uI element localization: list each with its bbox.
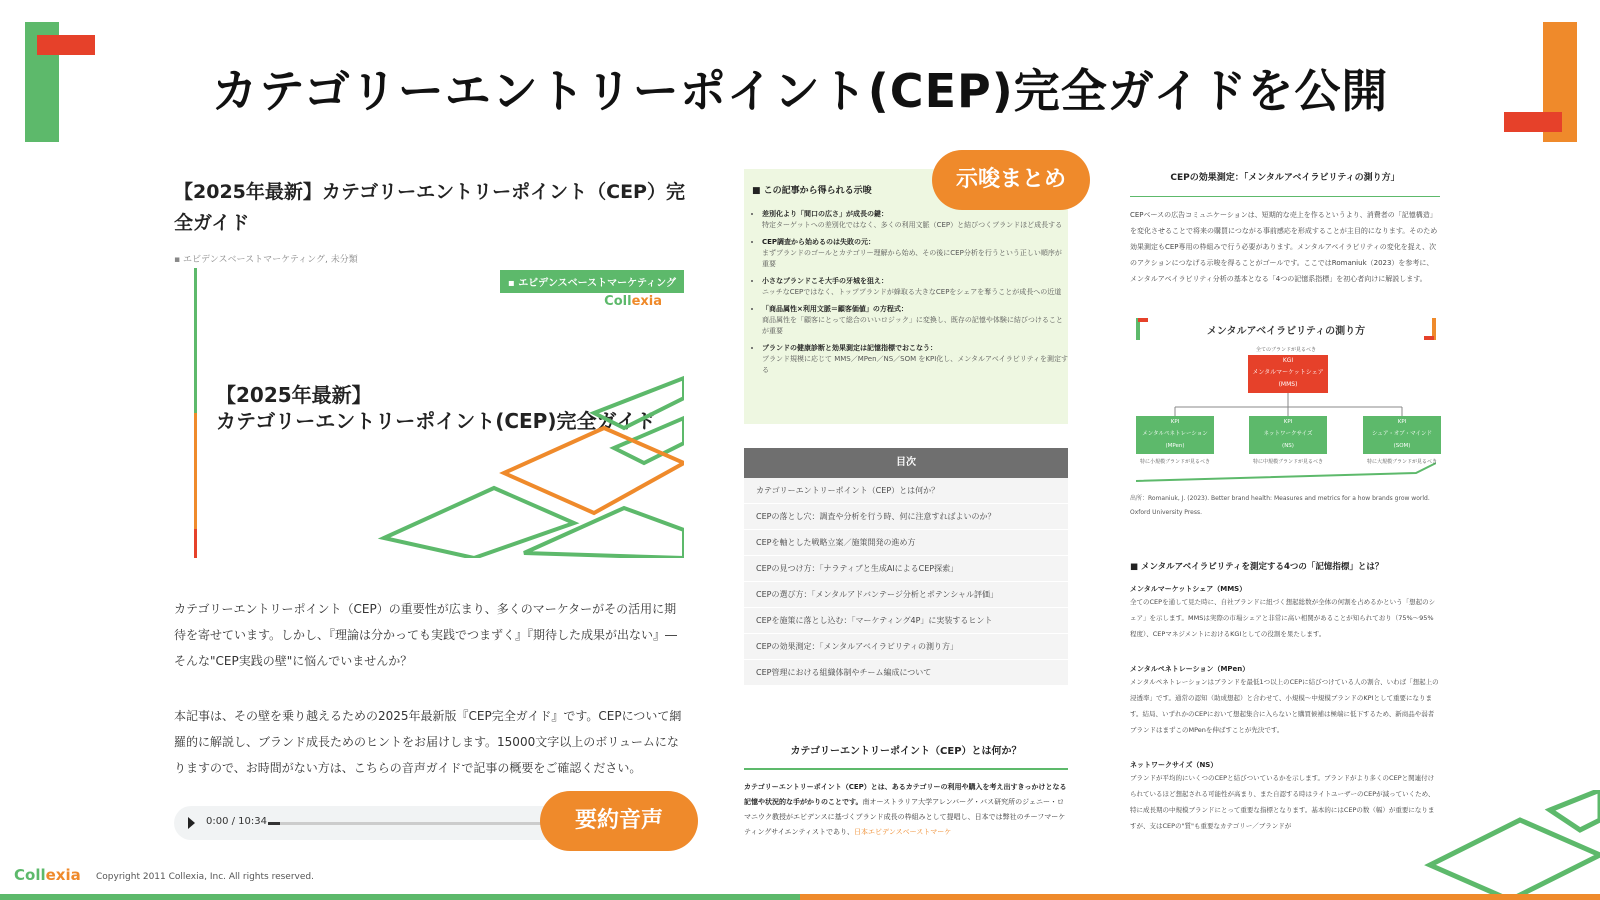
hero-parallelogram-graphic [174, 268, 684, 558]
insight-item [762, 276, 1068, 298]
metric-name: ネットワークサイズ（NS） [1130, 761, 1218, 769]
diagram-title: メンタルアベイラビリティの測り方 [1206, 326, 1366, 337]
right-section-title: CEPの効果測定：「メンタルアベイラビリティの測り方」 [1170, 173, 1400, 183]
play-icon[interactable] [188, 817, 195, 829]
right-intro-text: CEPベースの広告コミュニケーションは、短期的な売上を作るというより、消費者の「記憶構造」を変化させることで将来の購買につながる事前感応を形成することが主目的になります。そのため効果測定もCEP専用の枠組みで行う必要があります。メンタルアベイラビリティの変化を捉え、次のアクションにつなげる示唆を得ることがゴールです。ここではRomaniuk（2023）を参考に、メンタルアベイラビリティ分析の基本となる「4つの記憶系指標」を初心者向けに解説します。 [1130, 211, 1438, 283]
kpi-note-mpen: 特に小規模ブランドが見るべき [1139, 459, 1210, 465]
metric-name: メンタルマーケットシェア（MMS） [1130, 585, 1247, 593]
insight-title: • 差別化より「間口の広さ」が成長の鍵： [762, 210, 888, 218]
kpi-box-mpen: KPI メンタルペネトレーション (MPen) [1136, 416, 1214, 454]
insight-text: ニッチなCEPではなく、トップブランドが蜂取る大きなCEPをシェアを奪うことが成長への近道 [762, 288, 1062, 296]
corner-accent-left [37, 35, 95, 55]
insight-text: ブランド規模に応じて MMS／MPen／NS／SOM をKPI化し、メンタルアベイラビリティを測定する [762, 355, 1069, 374]
insight-item [762, 343, 1068, 376]
audio-time: 0:00 / 10:34 [206, 816, 268, 827]
metric-block-mms [1130, 584, 1440, 642]
article-title[interactable]: 【2025年最新】カテゴリーエントリーポイント（CEP）完全ガイド [174, 181, 685, 234]
metric-text: ブランドが平均的にいくつのCEPと結びついているかを示します。ブランドがより多くのCEPと関連付けられているほど想起される可能性が高まり、また自認する時はライトユーザーのCEPが減っていくため、特に成長期の中規模ブランドにとって重要な指標となります。基本的にはCEPの数（幅）が重要になりますが、支はCEPの"質"も重要なカテゴリー／ブランドが [1130, 774, 1435, 830]
metric-text: メンタルペネトレーションはブランドを最低1つ以上のCEPに結びつけている人の割合、いわば「想起上の浸透率」です。通常の認知（助成想起）と合わせて、小規模～中規模ブランドのKPIとして重要になります。結局、いずれかのCEPにおいて想起集合に入らないと購買候補は極端に低下するため、新商品や弱者ブランドはまずこのMPenを伸ばすことが先決です。 [1130, 678, 1439, 734]
insight-text: まずブランドのゴールとカテゴリー理解から始め、その後にCEP分析を行うという正しい順序が重要 [762, 249, 1062, 268]
kgi-caption: 全てのブランドが見るべき [1255, 347, 1316, 353]
insight-title: • 小さなブランドこそ大手の牙城を狙え： [762, 277, 888, 285]
insights-heading: ■ この記事から得られる示唆 [752, 186, 872, 196]
section-link[interactable]: 日本エビデンスベーストマーケ [853, 828, 952, 836]
metric-block-ns [1130, 760, 1440, 840]
toc-item[interactable]: CEP管理における組織体制やチーム編成について [744, 660, 1068, 686]
section-divider [744, 768, 1068, 770]
metric-text: 全てのCEPを通して見た時に、自社ブランドに紐づく想起総数が全体の何割を占めるかという「想起のシェア」を示します。MMSは実際の市場シェアと非常に高い相関があることが知られており（75%～95%程度）、CEPマネジメントにおけるKGIとしての役割を果たします。 [1130, 598, 1436, 638]
hero-brand-logo: Collexia [604, 294, 662, 309]
hero-heading: 【2025年最新】 カテゴリーエントリーポイント(CEP)完全ガイド [216, 383, 656, 433]
metric-name: メンタルペネトレーション（MPen） [1130, 665, 1250, 673]
kpi-note-ns: 特に中規模ブランドが見るべき [1252, 459, 1323, 465]
slide-title: カテゴリーエントリーポイント(CEP)完全ガイドを公開 [211, 64, 1389, 118]
toc-item[interactable]: CEPを施策に落とし込む：「マーケティング4P」に実装するヒント [744, 608, 1068, 634]
insight-title: • ブランドの健康診断と効果測定は記憶指標でおこなう： [762, 344, 937, 352]
table-of-contents [744, 448, 1068, 686]
kpi-note-som: 特に大規模ブランドが見るべき [1366, 459, 1437, 465]
toc-item[interactable]: CEPを軸とした戦略立案／施策開発の進め方 [744, 530, 1068, 556]
toc-item[interactable]: CEPの選び方：「メンタルアドバンテージ分析とポテンシャル評価」 [744, 582, 1068, 608]
right-section-divider [1130, 196, 1440, 197]
section-title: カテゴリーエントリーポイント（CEP）とは何か？ [790, 746, 1022, 757]
section-body: カテゴリーエントリーポイント（CEP）とは、あるカテゴリーの利用や購入を考え出すきっかけとなる記憶や状況的な手がかりのことです。南オーストラリア大学アレンバーグ・バス研究所のジェニー・ロマニウク教授がエビデンスに基づくブランド成長の枠組みとして提唱し、日本では弊社のチーフマーケティングサイエンティストであり、日本エビデンスベーストマーケ [744, 783, 1067, 836]
hero-image [174, 268, 684, 558]
article-category[interactable] [174, 252, 358, 265]
toc-item[interactable]: CEPの効果測定：「メンタルアベイラビリティの測り方」 [744, 634, 1068, 660]
metrics-heading: ■ メンタルアベイラビリティを測定する4つの「記憶指標」とは？ [1130, 562, 1384, 572]
article-category-label: エビデンスベーストマーケティング, 未分類 [182, 255, 358, 265]
insight-text: 商品属性を「顧客にとって総合のいいロジック」に変換し、既存の記憶や体験に結びつけることが重要 [762, 316, 1063, 335]
insight-title: • CEP調査から始めるのは失敗の元： [762, 238, 876, 246]
insights-summary-label: 示唆まとめ [932, 150, 1090, 210]
kpi-box-som: KPI シェア・オブ・マインド (SOM) [1363, 416, 1441, 454]
insight-item [762, 304, 1068, 337]
audio-progress-thumb[interactable] [268, 822, 280, 825]
footer-logo: Collexia [14, 866, 81, 884]
audio-summary-label: 要約音声 [540, 791, 698, 851]
insights-list [752, 209, 1068, 382]
mental-availability-diagram [1136, 318, 1436, 488]
insight-item [762, 237, 1068, 270]
footer-color-bar [0, 894, 1600, 900]
toc-heading: 目次 [744, 448, 1068, 478]
toc-item[interactable]: カテゴリーエントリーポイント（CEP）とは何か？ [744, 478, 1068, 504]
intro-paragraph-1: カテゴリーエントリーポイント（CEP）の重要性が広まり、多くのマーケターがその活用に期待を寄せています。しかし、『理論は分かっても実践でつまずく』『期待した成果が出ない』―そんな"CEP実践の壁"に悩んでいませんか？ [174, 602, 678, 668]
folder-icon: ▪ [174, 255, 183, 265]
insight-text: 特定ターゲットへの差別化ではなく、多くの利用文脈（CEP）と結びつくブランドほど成長する [762, 221, 1063, 229]
insight-item [762, 209, 1068, 231]
insight-title: • 「商品属性×利用文脈＝顧客価値」の方程式： [762, 305, 908, 313]
metric-block-mpen [1130, 664, 1440, 738]
corner-parallelogram-graphic [1400, 790, 1600, 900]
hero-category-badge: ▪ エビデンスベーストマーケティング [500, 270, 684, 293]
toc-item[interactable]: CEPの見つけ方：「ナラティブと生成AIによるCEP探索」 [744, 556, 1068, 582]
kpi-box-ns: KPI ネットワークサイズ (NS) [1249, 416, 1327, 454]
diagram-source: 出所：Romaniuk, J. (2023). Better brand health: Measures and metrics for a how brands grow world. Oxford University Press. [1130, 495, 1430, 516]
toc-item[interactable]: CEPの落とし穴：調査や分析を行う時、何に注意すればよいのか？ [744, 504, 1068, 530]
intro-paragraph-2: 本記事は、その壁を乗り越えるための2025年最新版『CEP完全ガイド』です。CEPについて網羅的に解説し、ブランド成長ためのヒントをお届けします。15000文字以上のボリュームになりますので、お時間がない方は、こちらの音声ガイドで記事の概要をご確認ください。 [174, 709, 682, 775]
kgi-box: KGI メンタルマーケットシェア (MMS) [1248, 355, 1328, 393]
footer-copyright: Copyright 2011 Collexia, Inc. All rights reserved. [96, 872, 314, 882]
